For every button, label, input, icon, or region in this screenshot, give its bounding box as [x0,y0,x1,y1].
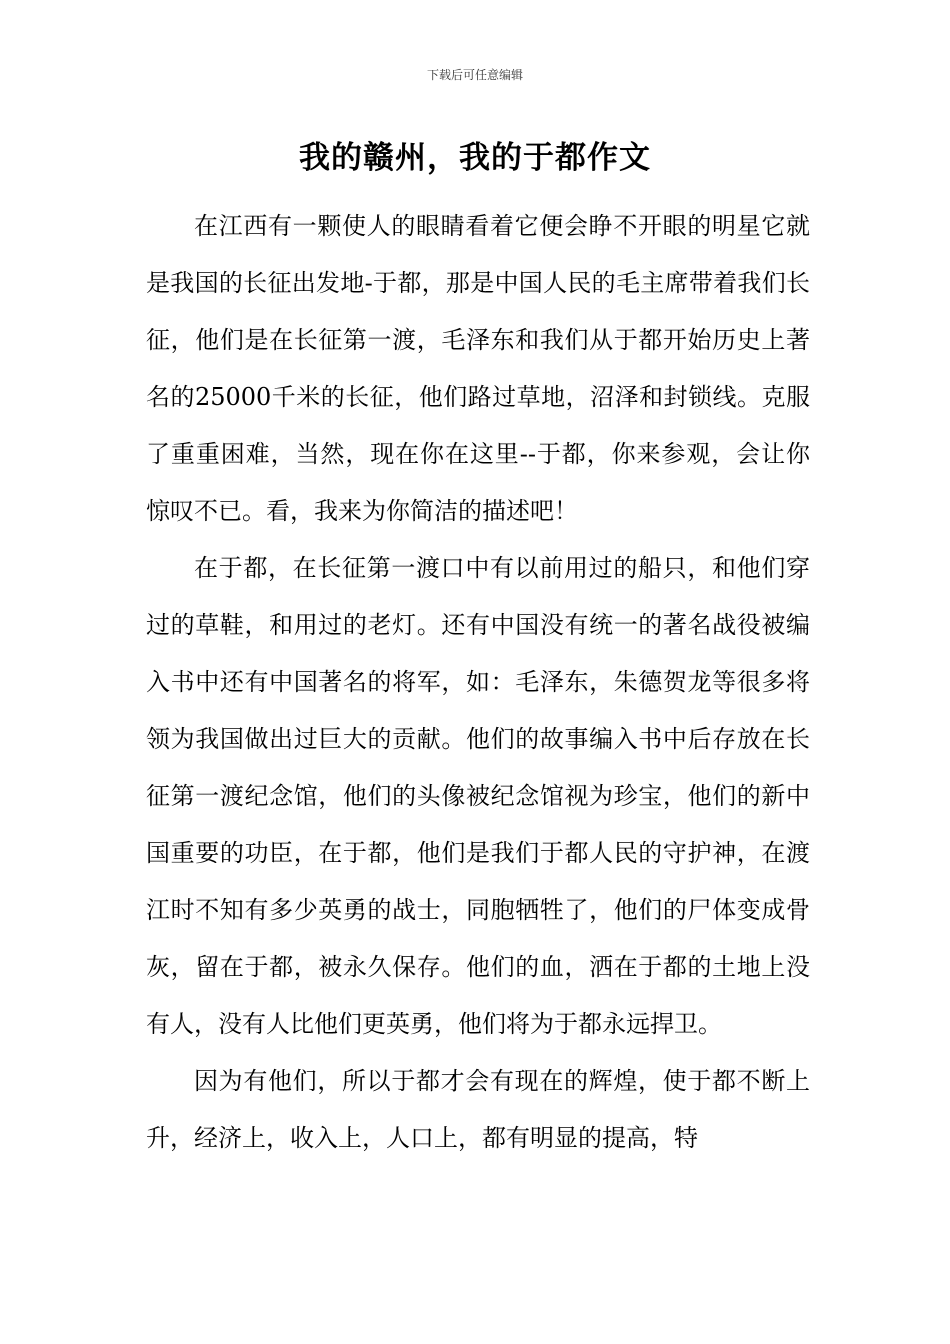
header-note: 下载后可任意编辑 [426,68,523,82]
document-body [146,198,810,1167]
paragraph-3: 因为有他们，所以于都才会有现在的辉煌，使于都不断上升，经济上，收入上，人口上，都有明显的提高，特 [146,1067,810,1152]
paragraph-2: 在于都，在长征第一渡口中有以前用过的船只，和他们穿过的草鞋，和用过的老灯。还有中国没有统一的著名战役被编入书中还有中国著名的将军，如：毛泽东，朱德贺龙等很多将领为我国做出过巨大的贡献。他们的故事编入书中后存放在长征第一渡纪念馆，他们的头像被纪念馆视为珍宝，他们的新中国重要的功臣，在于都，他们是我们于都人民的守护神，在渡江时不知有多少英勇的战士，同胞牺牲了，他们的尸体变成骨灰，留在于都，被永久保存。他们的血，洒在于都的土地上没有人，没有人比他们更英勇，他们将为于都永远捍卫。 [146,554,810,1038]
paragraph-1: 在江西有一颗使人的眼睛看着它便会睁不开眼的明星它就是我国的长征出发地-于都，那是中国人民的毛主席带着我们长征，他们是在长征第一渡，毛泽东和我们从于都开始历史上著名的25000千米的长征，他们路过草地，沼泽和封锁线。克服了重重困难，当然，现在你在这里--于都，你来参观，会让你惊叹不已。看，我来为你简洁的描述吧！ [146,212,810,525]
page-title: 我的赣州，我的于都作文 [299,140,651,176]
